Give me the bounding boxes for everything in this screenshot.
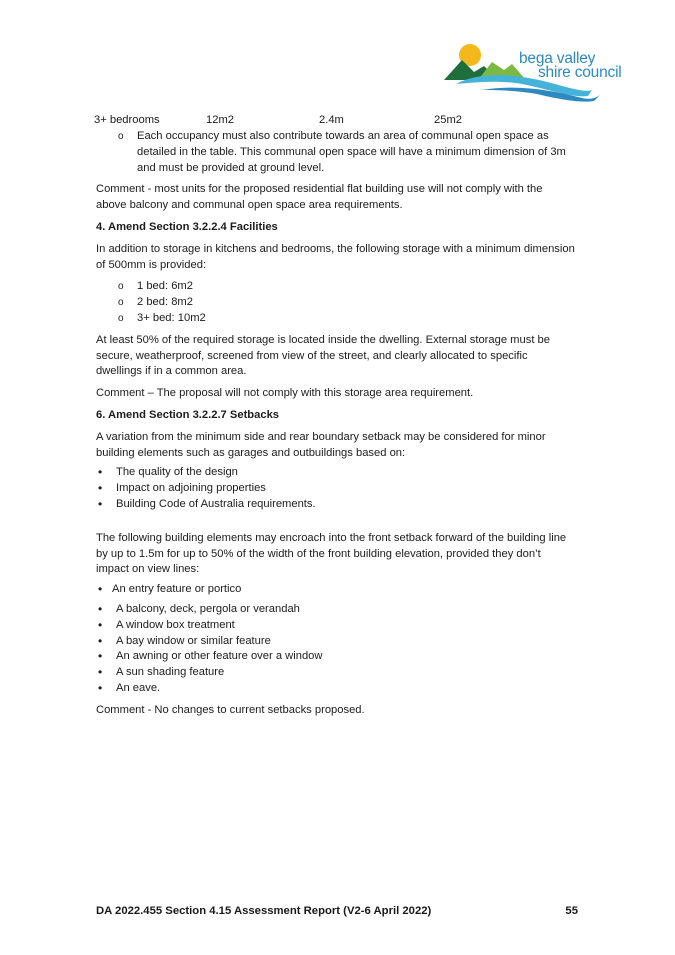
- paragraph: The following building elements may encroach into the front setback forward of the building line by up to 1.5m for up to 50% of the width of the front building elevation, provided they don’t impact on view lines:: [96, 531, 567, 576]
- footer-text: DA 2022.455 Section 4.15 Assessment Report (V2-6 April 2022): [96, 905, 432, 917]
- logo-wordmark: [519, 52, 622, 80]
- comment-paragraph: Comment – The proposal will not comply with this storage area requirement.: [96, 387, 474, 400]
- list-item: o 1 bed: 6m2: [96, 279, 576, 295]
- list-item: o 2 bed: 8m2: [96, 295, 576, 311]
- list-item: • A sun shading feature: [96, 665, 576, 681]
- logo-line-2: shire council: [538, 64, 622, 81]
- page-number: 55: [565, 905, 578, 917]
- list-item: • An awning or other feature over a window: [96, 649, 576, 665]
- table-cell: 2.4m: [319, 114, 344, 126]
- section-heading: 4. Amend Section 3.2.2.4 Facilities: [96, 220, 278, 233]
- list-item: • Impact on adjoining properties: [96, 481, 576, 497]
- table-row: [94, 113, 576, 129]
- encroachment-first-list: [96, 582, 576, 598]
- paragraph: In addition to storage in kitchens and bedrooms, the following storage with a minimum dimension of 500mm is provided:: [96, 242, 575, 271]
- setback-criteria-list: [96, 465, 576, 512]
- list-item: o Each occupancy must also contribute towards an area of communal open space as detailed in the table. This communal open space will have a minimum dimension of 3m and must be provided at ground level.: [96, 129, 576, 176]
- body-content: [96, 113, 576, 719]
- list-item: • A balcony, deck, pergola or verandah: [96, 602, 576, 618]
- comment-paragraph: Comment - most units for the proposed residential flat building use will not comply with the above balcony and communal open space area requirements.: [96, 183, 543, 212]
- table-cell: 25m2: [434, 114, 462, 126]
- list-item: • A bay window or similar feature: [96, 634, 576, 650]
- encroachment-list: [96, 602, 576, 697]
- logo-line-1: bega valley: [519, 50, 596, 67]
- list-item: • The quality of the design: [96, 465, 576, 481]
- storage-list: [96, 279, 576, 326]
- table-cell: 12m2: [206, 114, 234, 126]
- page-footer: [96, 905, 578, 917]
- list-item: o 3+ bed: 10m2: [96, 311, 576, 327]
- table-cell: 3+ bedrooms: [94, 114, 160, 126]
- list-item: • An entry feature or portico: [96, 582, 576, 598]
- list-item: • An eave.: [96, 681, 576, 697]
- section-heading: 6. Amend Section 3.2.2.7 Setbacks: [96, 408, 280, 421]
- comment-paragraph: Comment - No changes to current setbacks proposed.: [96, 703, 365, 716]
- list-item: • Building Code of Australia requirements.: [96, 497, 576, 513]
- list-item: • A window box treatment: [96, 618, 576, 634]
- paragraph: At least 50% of the required storage is located inside the dwelling. External storage must be secure, weatherproof, screened from view of the street, and clearly allocated to specific dwellings if in a common area.: [96, 333, 550, 378]
- communal-space-list: [96, 129, 576, 176]
- paragraph: A variation from the minimum side and rear boundary setback may be considered for minor building elements such as garages and outbuildings based on:: [96, 430, 546, 459]
